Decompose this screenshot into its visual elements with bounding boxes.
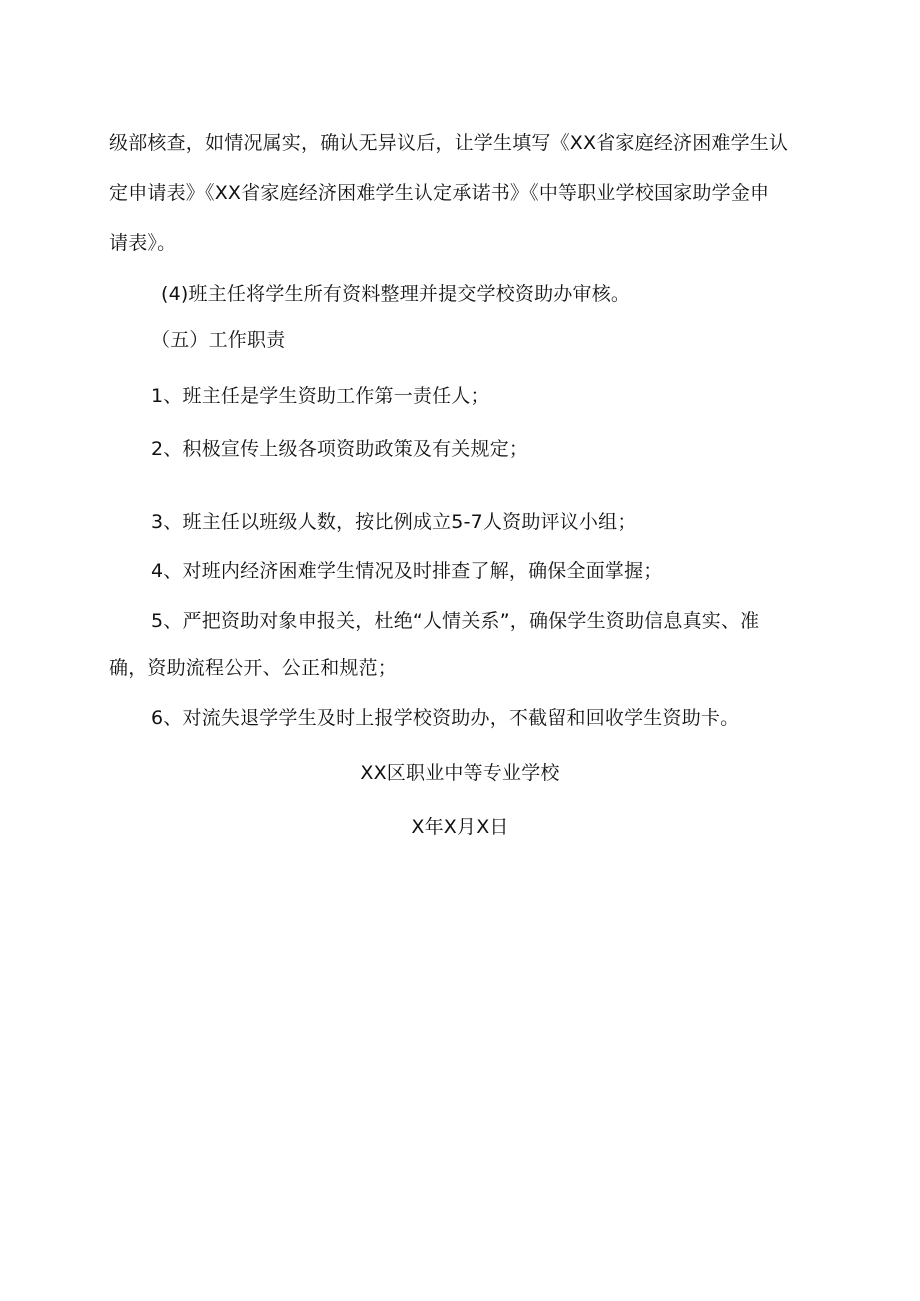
- duty-item-5-line-1: 5、严把资助对象申报关，杜绝“人情关系”，确保学生资助信息真实、准: [151, 610, 760, 632]
- paragraph-line-1: 级部核查，如情况属实，确认无异议后，让学生填写《XX省家庭经济困难学生认: [109, 132, 789, 154]
- step-4-text: (4)班主任将学生所有资料整理并提交学校资助办审核。: [161, 283, 631, 305]
- duty-item-3: 3、班主任以班级人数，按比例成立5-7人资助评议小组；: [151, 511, 637, 533]
- duty-item-2: 2、积极宣传上级各项资助政策及有关规定；: [151, 438, 529, 460]
- duty-item-5-line-2: 确，资助流程公开、公正和规范；: [109, 657, 398, 679]
- signature-date: X年X月X日: [411, 816, 509, 838]
- paragraph-line-2: 定申请表》《XX省家庭经济困难学生认定承诺书》《中等职业学校国家助学金申: [109, 182, 770, 204]
- school-signature: XX区职业中等专业学校: [360, 762, 560, 784]
- duty-item-6: 6、对流失退学学生及时上报学校资助办，不截留和回收学生资助卡。: [151, 707, 740, 729]
- duty-item-1: 1、班主任是学生资助工作第一责任人；: [151, 385, 490, 407]
- paragraph-line-3: 请表》。: [109, 232, 177, 254]
- duty-item-4: 4、对班内经济困难学生情况及时排查了解，确保全面掌握；: [151, 560, 663, 582]
- section-5-heading: （五）工作职责: [151, 329, 286, 351]
